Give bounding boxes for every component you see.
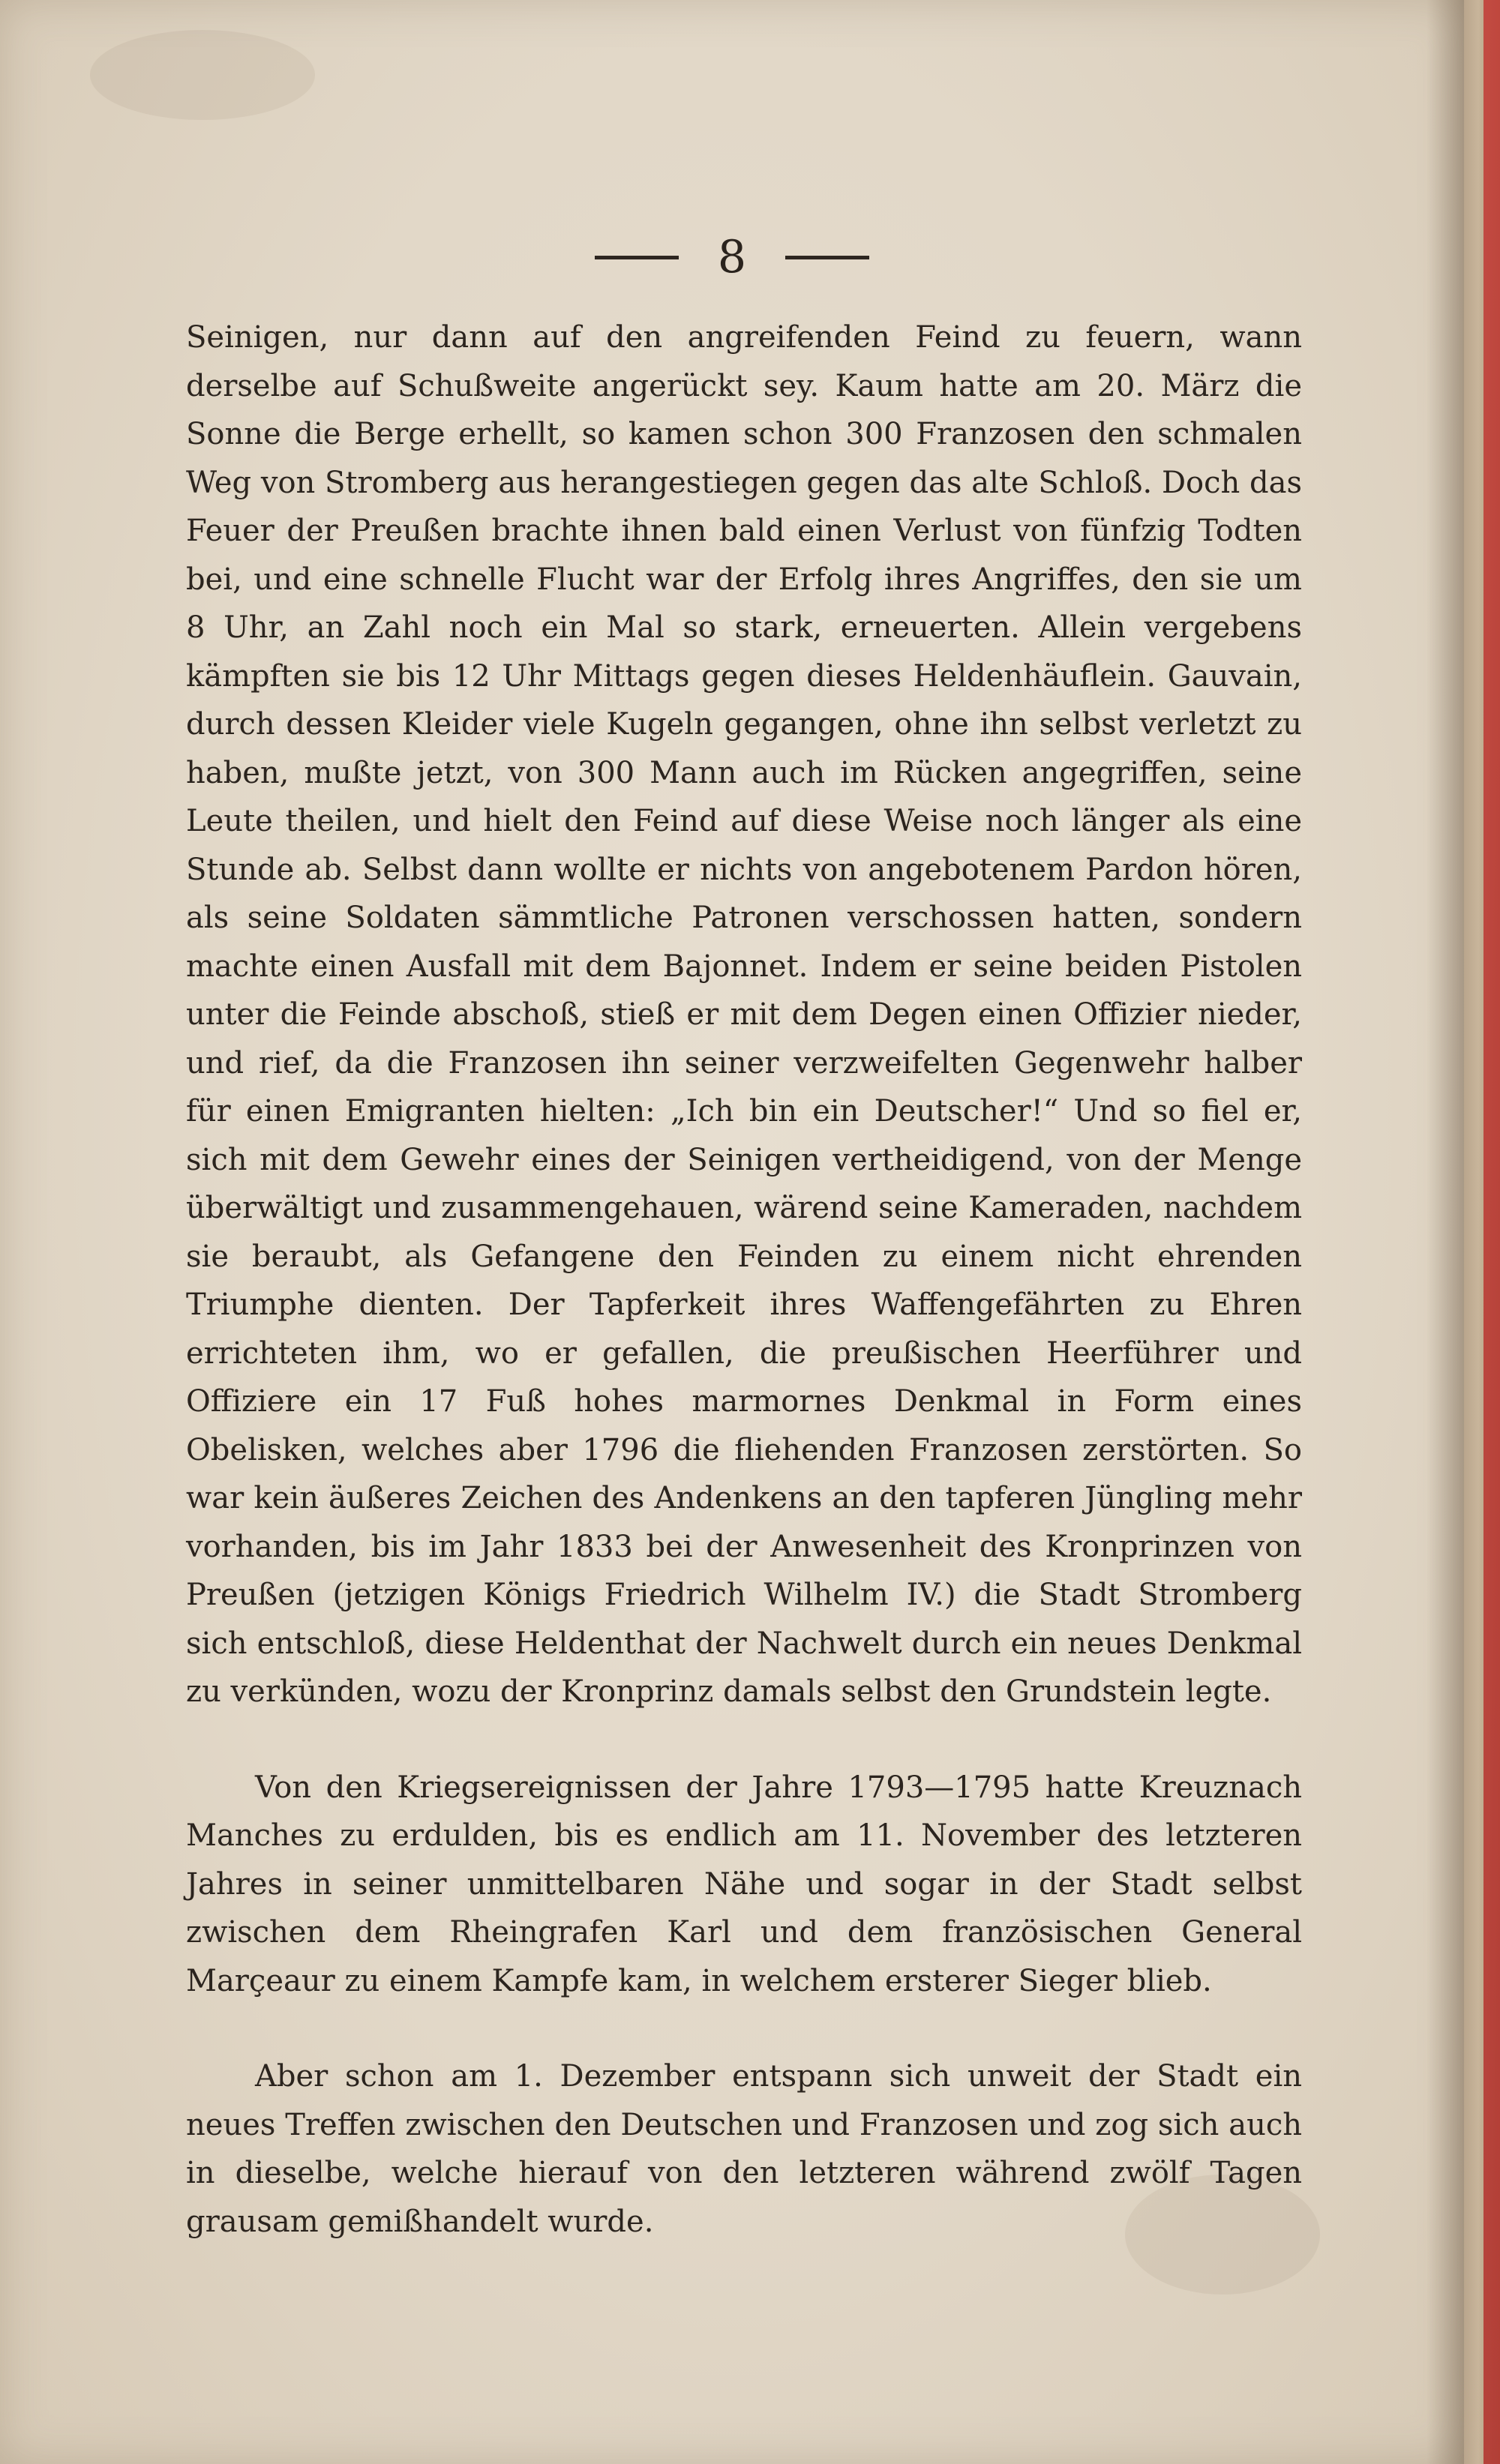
paragraph-3: Aber schon am 1. Dezember entspann sich unweit der Stadt ein neues Treffen zwischen den Deutschen und Franzosen und zog sich auch in dieselbe, welche hierauf von den letzteren während zwölf Tagen grausam gemißhandelt wurde. <box>186 2059 1302 2239</box>
page-header <box>0 223 1464 291</box>
gutter-shadow <box>1426 0 1464 2464</box>
red-edge-strip <box>1484 0 1500 2464</box>
header-dash-right <box>785 256 869 259</box>
body-text <box>186 313 1302 2246</box>
page-number: 8 <box>717 231 747 283</box>
paper-stain <box>90 30 315 120</box>
paragraph-2: Von den Kriegsereignissen der Jahre 1793—1795 hatte Kreuznach Manches zu erdulden, bis es endlich am 11. November des letzteren Jahres in seiner unmittelbaren Nähe und sogar in der Stadt selbst zwischen dem Rheingrafen Karl und dem französischen General Marçeaur zu einem Kampfe kam, in welchem ersterer Sieger blieb. <box>186 1770 1302 1998</box>
paragraph-1: Seinigen, nur dann auf den angreifenden Feind zu feuern, wann derselbe auf Schußweite angerückt sey. Kaum hatte am 20. März die Sonne die Berge erhellt, so kamen schon 300 Franzosen den schmalen Weg von Stromberg aus herangestiegen gegen das alte Schloß. Doch das Feuer der Preußen brachte ihnen bald einen Verlust von fünfzig Todten bei, und eine schnelle Flucht war der Erfolg ihres Angriffes, den sie um 8 Uhr, an Zahl noch ein Mal so stark, erneuerten. Allein vergebens kämpften sie bis 12 Uhr Mittags gegen dieses Heldenhäuflein. Gauvain, durch dessen Kleider viele Kugeln gegangen, ohne ihn selbst verletzt zu haben, mußte jetzt, von 300 Mann auch im Rücken angegriffen, seine Leute theilen, und hielt den Feind auf diese Weise noch länger als eine Stunde ab. Selbst dann wollte er nichts von angebotenem Pardon hören, als seine Soldaten sämmtliche Patronen verschossen hatten, sondern machte einen Ausfall mit dem Bajonnet. Indem er seine beiden Pistolen unter die Feinde abschoß, stieß er mit dem Degen einen Offizier nieder, und rief, da die Franzosen ihn seiner verzweifelten Gegenwehr halber für einen Emigranten hielten: „Ich bin ein Deutscher!“ Und so fiel er, sich mit dem Gewehr eines der Seinigen vertheidigend, von der Menge überwältigt und zusammengehauen, wärend seine Kameraden, nachdem sie beraubt, als Gefangene den Feinden zu einem nicht ehrenden Triumphe dienten. Der Tapferkeit ihres Waffengefährten zu Ehren errichteten ihm, wo er gefallen, die preußischen Heerführer und Offiziere ein 17 Fuß hohes marmornes Denkmal in Form eines Obelisken, welches aber 1796 die fliehenden Franzosen zerstörten. So war kein äußeres Zeichen des Andenkens an den tapferen Jüngling mehr vorhanden, bis im Jahr 1833 bei der Anwesenheit des Kronprinzen von Preußen (jetzigen Königs Friedrich Wilhelm IV.) die Stadt Stromberg sich entschloß, diese Heldenthat der Nachwelt durch ein neues Denkmal zu verkünden, wozu der Kronprinz damals selbst den Grundstein legte. <box>186 320 1302 1709</box>
header-dash-left <box>595 256 679 259</box>
